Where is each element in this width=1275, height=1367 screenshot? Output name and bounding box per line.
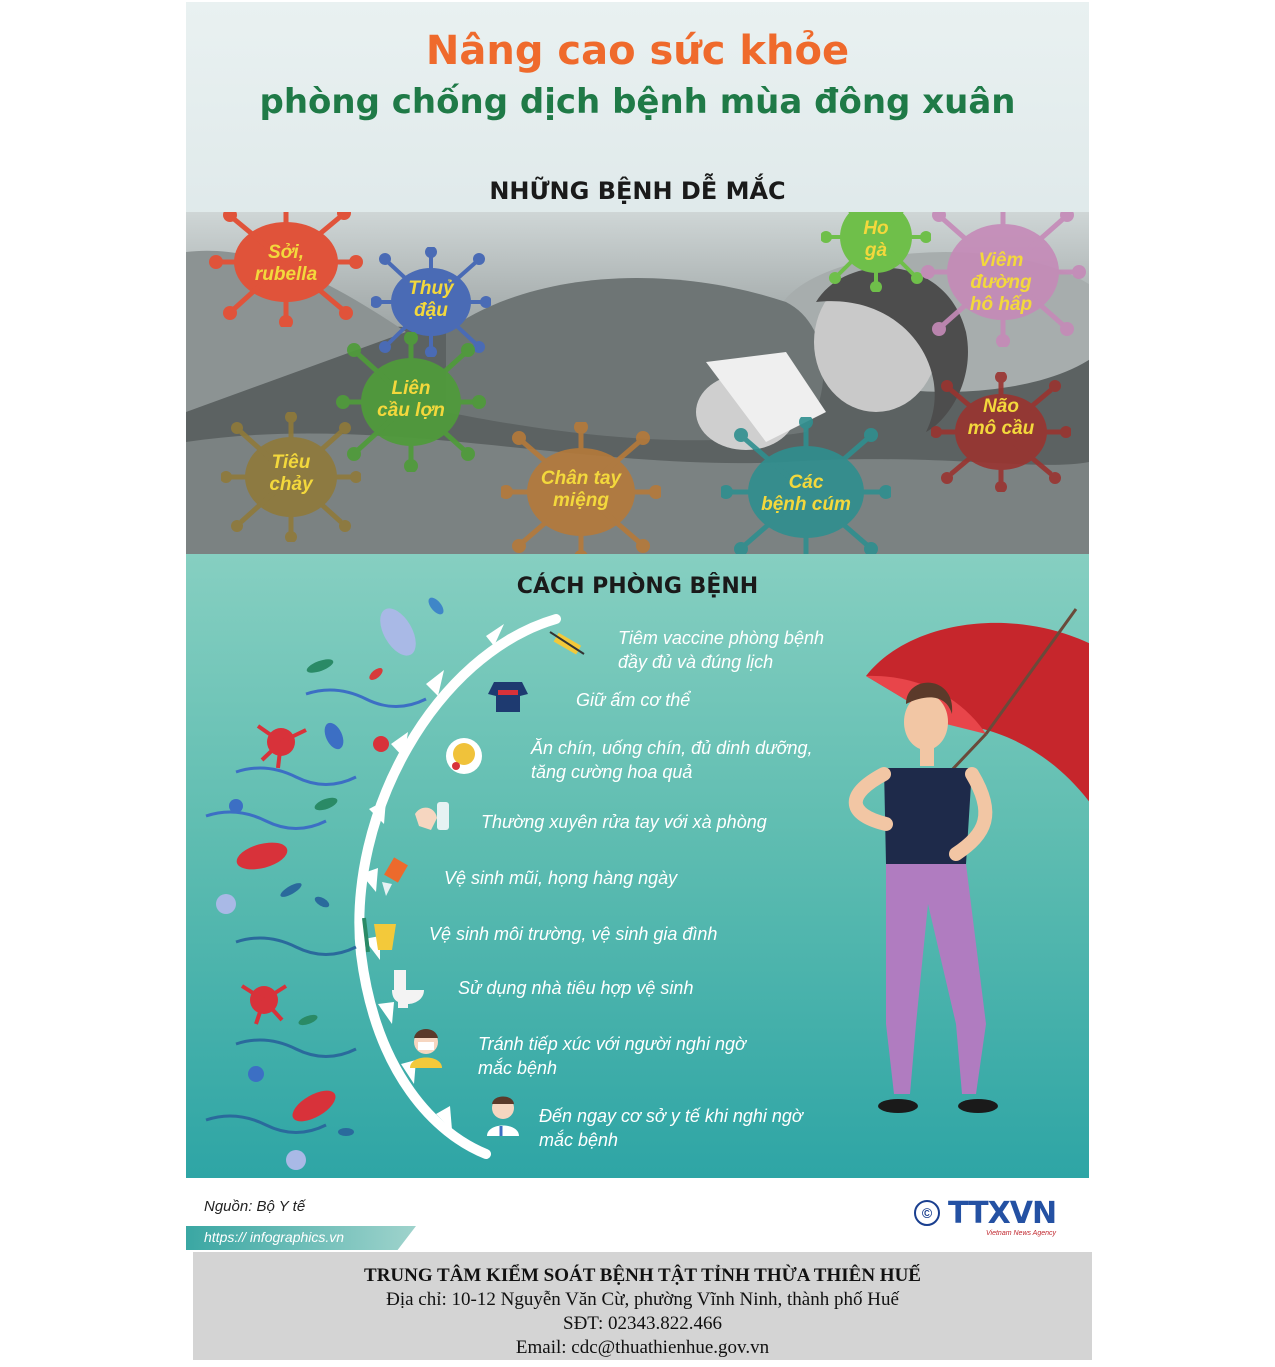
tip-nutrition: Ăn chín, uống chín, đủ dinh dưỡng, tăng cường hoa quả xyxy=(531,738,813,782)
footer-address: Địa chỉ: 10-12 Nguyễn Văn Cừ, phường Vĩnh Ninh, thành phố Huế xyxy=(386,1289,899,1310)
handwash-icon xyxy=(411,794,455,838)
tip-keep-warm: Giữ ấm cơ thể xyxy=(576,690,691,710)
prevention-section xyxy=(186,554,1089,1178)
disease-label-meningococcal: Não mô cầu xyxy=(967,396,1035,439)
tip-avoid-contact: Tránh tiếp xúc với người nghi ngờ mắc bệnh xyxy=(478,1034,746,1078)
tip-medical-facility: Đến ngay cơ sở y tế khi nghi ngờ mắc bệnh xyxy=(539,1106,803,1150)
source-text: Nguồn: Bộ Y tế xyxy=(204,1198,306,1215)
woman-umbrella-illustration xyxy=(856,609,1089,1113)
footer xyxy=(193,1252,1092,1360)
disease-label-streptococcus: Liên cầu lợn xyxy=(377,378,445,421)
copyright-icon: © xyxy=(914,1200,940,1226)
sick-woman-photo xyxy=(186,212,1089,554)
footer-email[interactable]: Email: cdc@thuathienhue.gov.vn xyxy=(515,1337,770,1358)
disease-label-influenza: Các bệnh cúm xyxy=(761,472,851,515)
disease-label-diarrhea: Tiêu chảy xyxy=(269,452,313,495)
cleaning-bucket-icon xyxy=(356,912,400,956)
section-diseases-heading: NHỮNG BỆNH DỄ MẮC xyxy=(489,177,786,205)
tip-handwash: Thường xuyên rửa tay với xà phòng xyxy=(481,812,767,832)
tip-nose-throat: Vệ sinh mũi, họng hàng ngày xyxy=(444,868,678,888)
title-line-1: Nâng cao sức khỏe xyxy=(425,28,850,74)
nasal-spray-icon xyxy=(374,854,418,898)
disease-label-chickenpox: Thuỷ đậu xyxy=(408,278,454,321)
footer-phone: SĐT: 02343.822.466 xyxy=(563,1313,722,1334)
footer-org-name: TRUNG TÂM KIỂM SOÁT BỆNH TẬT TỈNH THỪA THIÊN HUẾ xyxy=(364,1265,921,1286)
agency-logo: TTXVN xyxy=(948,1196,1057,1231)
sweater-icon xyxy=(486,672,530,716)
infographic-poster xyxy=(186,2,1089,1250)
agency-logo-subtitle: Vietnam News Agency xyxy=(986,1230,1057,1237)
source-url[interactable]: https:// infographics.vn xyxy=(204,1229,345,1245)
doctor-icon xyxy=(481,1092,525,1136)
tip-environment: Vệ sinh môi trường, vệ sinh gia đình xyxy=(429,924,718,944)
disease-label-pertussis: Ho gà xyxy=(863,218,889,261)
toilet-icon xyxy=(386,966,430,1010)
syringe-icon xyxy=(544,622,588,666)
source-strip xyxy=(186,1178,1089,1250)
disease-label-respiratory: Viêm đường hô hấp xyxy=(969,250,1033,315)
tip-toilet: Sử dụng nhà tiêu hợp vệ sinh xyxy=(458,978,694,998)
disease-label-hand-foot-mouth: Chân tay miệng xyxy=(540,468,622,511)
mask-person-icon xyxy=(404,1024,448,1068)
tip-vaccine: Tiêm vaccine phòng bệnh đầy đủ và đúng lịch xyxy=(618,628,824,672)
disease-label-measles: Sởi, rubella xyxy=(254,242,318,285)
title-line-2: phòng chống dịch bệnh mùa đông xuân xyxy=(259,82,1016,122)
section-prevention-heading: CÁCH PHÒNG BỆNH xyxy=(516,574,759,599)
food-plate-icon xyxy=(444,734,488,778)
